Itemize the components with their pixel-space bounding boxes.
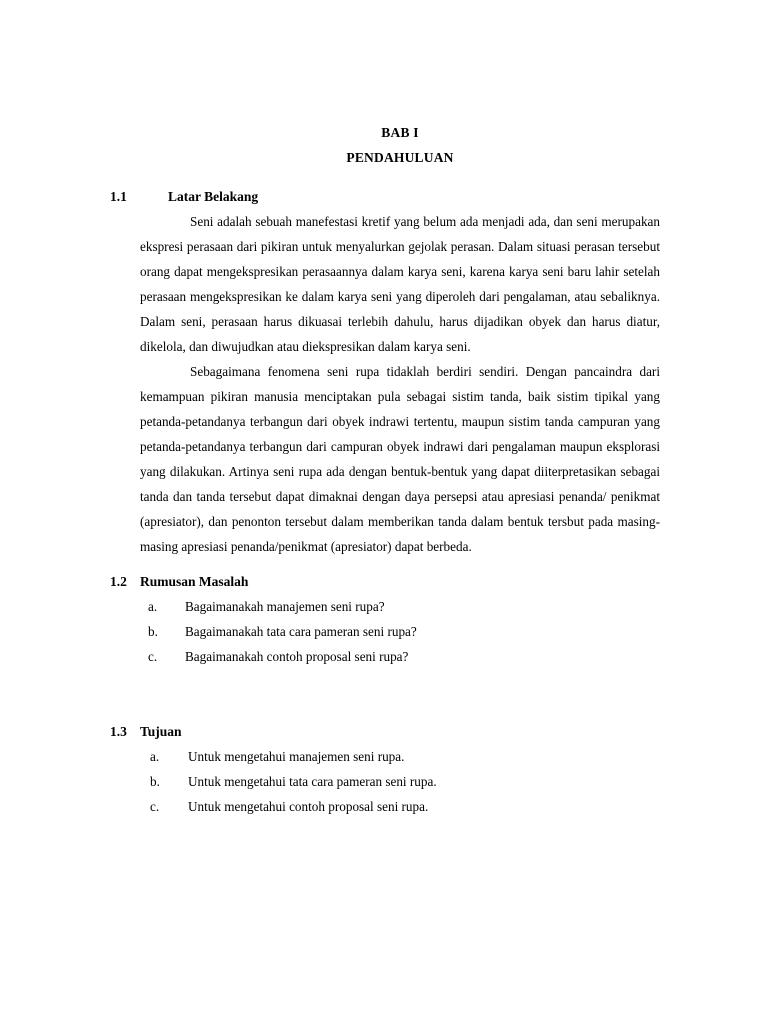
list-item xyxy=(150,794,660,819)
list-item-text: Bagaimanakah manajemen seni rupa? xyxy=(185,599,385,614)
list-item xyxy=(150,744,660,769)
rumusan-masalah-list xyxy=(148,594,660,669)
spacer xyxy=(140,170,660,184)
section-number: 1.3 xyxy=(110,724,127,739)
list-marker: b. xyxy=(150,774,160,789)
section-heading-latar-belakang xyxy=(110,184,660,209)
paragraph-latar-belakang-2: Sebagaimana fenomena seni rupa tidaklah berdiri sendiri. Dengan pancaindra dari kemampuan pikiran manusia menciptakan pula sebagai sistim tanda, baik sistim tipikal yang petanda-petandanya terbangun dari obyek indrawi tertentu, maupun sistim tanda campuran yang petanda-petandanya terbangun dari campuran obyek indrawi dari pengalaman maupun eksplorasi yang dilakukan. Artinya seni rupa ada dengan bentuk-bentuk yang dapat diiterpretasikan sebagai tanda dan tanda tersebut dapat dimaknai dengan daya persepsi atau apresiasi penanda/ penikmat (apresiator), dan penonton tersebut dalam memberikan tanda dalam bentuk tersbut pada masing-masing apresiasi penanda/penikmat (apresiator) dapat berbeda. xyxy=(140,364,660,554)
section-number: 1.1 xyxy=(110,189,127,204)
spacer xyxy=(140,669,660,719)
list-item-text: Untuk mengetahui contoh proposal seni rupa. xyxy=(188,799,429,814)
paragraph-latar-belakang-1: Seni adalah sebuah manefestasi kretif yang belum ada menjadi ada, dan seni merupakan ekspresi perasaan dari pikiran untuk menyalurkan gejolak perasan. Dalam situasi perasan tersebut orang dapat mengekspresikan perasaannya dalam karya seni, karena karya seni baru lahir setelah perasaan mengekspresikan ke dalam karya seni yang diperoleh dari pengalaman, atau sebaliknya. Dalam seni, perasaan harus dikuasai terlebih dahulu, harus dijadikan obyek dan harus diatur, dikelola, dan diwujudkan atau diekspresikan dalam karya seni. xyxy=(140,214,660,354)
list-marker: b. xyxy=(148,624,158,639)
section-heading-tujuan xyxy=(110,719,660,744)
list-item xyxy=(148,644,660,669)
section-title: Rumusan Masalah xyxy=(140,574,249,589)
list-marker: c. xyxy=(150,799,160,814)
chapter-label: BAB I xyxy=(381,125,419,140)
section-number: 1.2 xyxy=(110,574,127,589)
list-marker: a. xyxy=(150,749,160,764)
section-heading-rumusan-masalah xyxy=(110,569,660,594)
section-title: Tujuan xyxy=(140,724,182,739)
chapter-title: PENDAHULUAN xyxy=(346,150,454,165)
list-item xyxy=(148,619,660,644)
list-item-text: Bagaimanakah tata cara pameran seni rupa? xyxy=(185,624,417,639)
list-item-text: Bagaimanakah contoh proposal seni rupa? xyxy=(185,649,409,664)
list-item-text: Untuk mengetahui tata cara pameran seni rupa. xyxy=(188,774,437,789)
tujuan-list xyxy=(150,744,660,819)
list-item xyxy=(150,769,660,794)
list-marker: a. xyxy=(148,599,158,614)
list-item-text: Untuk mengetahui manajemen seni rupa. xyxy=(188,749,405,764)
list-item xyxy=(148,594,660,619)
list-marker: c. xyxy=(148,649,158,664)
section-title: Latar Belakang xyxy=(168,189,259,204)
document-body xyxy=(110,0,660,819)
spacer xyxy=(140,559,660,569)
